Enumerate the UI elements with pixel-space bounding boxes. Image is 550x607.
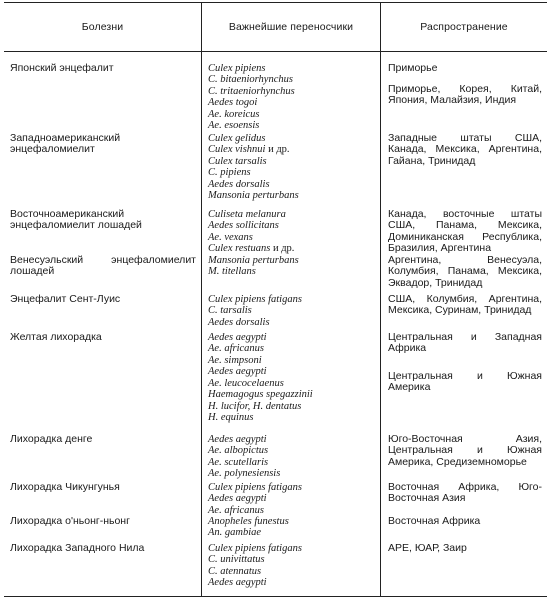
- vector-species: Aedes togoi: [208, 97, 258, 109]
- vector-species: Ae. albopictus: [208, 445, 269, 457]
- vector-species: C. bitaeniorhynchus: [208, 74, 293, 86]
- disease-name: Восточноамериканский энцефаломиелит лошадей: [10, 208, 142, 232]
- vector-species: Culex restuans и др.: [208, 243, 295, 255]
- vector-species: Aedes dorsalis: [208, 178, 270, 190]
- distribution-cell: [388, 255, 542, 289]
- distribution-text: Приморье: [388, 62, 438, 74]
- disease-name: Лихорадка Чикунгунья: [10, 481, 120, 493]
- vector-species: Culex pipiens fatigans: [208, 294, 302, 305]
- vector-species: C. tarsalis: [208, 305, 252, 317]
- vector-species: Culex pipiens fatigans: [208, 543, 302, 554]
- vector-list: [208, 543, 378, 589]
- distribution-cell: [388, 516, 542, 527]
- disease-name: Лихорадка денге: [10, 433, 93, 445]
- vector-species: Ae. scutellaris: [208, 456, 269, 468]
- vector-species: Aedes aegypti: [208, 366, 267, 378]
- distribution-text: Западные штаты США, Канада, Мексика, Аргентина, Гайана, Тринидад: [388, 132, 542, 167]
- vector-species: An. gambiae: [208, 527, 262, 539]
- disease-name: Лихорадка о'ньонг-ньонг: [10, 515, 130, 527]
- vector-species: Culex pipiens fatigans: [208, 482, 302, 493]
- disease-name: Венесуэльский энцефаломиелит лошадей: [10, 254, 196, 278]
- header-diseases: Болезни: [81, 20, 124, 33]
- disease-name: Западноамериканский энцефаломиелит: [10, 132, 121, 156]
- vector-species: M. titellans: [208, 266, 256, 278]
- vector-species: Culex gelidus: [208, 133, 266, 144]
- distribution-text: АРЕ, ЮАР, Заир: [388, 542, 467, 554]
- vector-species: Ae. africanus: [208, 504, 264, 516]
- vector-species: Ae. simpsoni: [208, 354, 262, 366]
- vector-species: Anopheles funestus: [208, 516, 289, 527]
- distribution-cell: [388, 434, 542, 468]
- vector-species: Haemagogus spegazzinii: [208, 389, 313, 401]
- distribution-cell: [388, 294, 542, 317]
- distribution-cell: [388, 133, 542, 167]
- vector-list: [208, 63, 378, 132]
- vector-species: Aedes aegypti: [208, 577, 267, 589]
- vector-list: [208, 294, 378, 328]
- vector-species: Ae. esoensis: [208, 120, 260, 132]
- column-divider-2: [380, 2, 381, 596]
- table-bottom-rule: [4, 596, 547, 597]
- vector-species: C. pipiens: [208, 167, 251, 179]
- distribution-text: Приморье, Корея, Китай, Япония, Малайзия, Индия: [388, 83, 542, 107]
- distribution-text: Восточная Африка, Юго-Восточная Азия: [388, 481, 542, 505]
- vector-species: Culiseta melanura: [208, 209, 286, 220]
- vector-species: Aedes dorsalis: [208, 316, 270, 328]
- vector-species: H. equinus: [208, 412, 254, 424]
- header-distribution: Распространение: [420, 20, 508, 33]
- distribution-text: Канада, восточные штаты США, Панама, Мексика, Доминиканская Республика, Бразилия, Аргентина: [388, 208, 542, 255]
- distribution-text: США, Колумбия, Аргентина, Мексика, Суринам, Тринидад: [388, 293, 542, 317]
- vector-species: C. tritaeniorhynchus: [208, 85, 295, 97]
- vector-species: Aedes aegypti: [208, 493, 267, 505]
- distribution-text: Центральная и Южная Америка: [388, 370, 542, 394]
- vector-species: Ae. africanus: [208, 343, 264, 355]
- distribution-text: Аргентина, Венесуэла, Колумбия, Панама, Мексика, Эквадор, Тринидад: [388, 254, 542, 289]
- distribution-text: Центральная и Западная Африка: [388, 331, 542, 355]
- vector-list: [208, 133, 378, 202]
- distribution-cell: [388, 209, 542, 255]
- disease-name: Желтая лихорадка: [10, 331, 102, 343]
- vector-species: Culex pipiens: [208, 63, 266, 74]
- vector-species: Mansonia perturbans: [208, 190, 299, 202]
- distribution-cell: [388, 543, 542, 554]
- table-header-rule: [4, 51, 547, 52]
- distribution-text: Восточная Африка: [388, 515, 481, 527]
- vector-list: [208, 516, 378, 539]
- vector-species: Ae. vexans: [208, 231, 253, 243]
- vector-species: H. lucifor, H. dentatus: [208, 400, 302, 412]
- header-vectors: Важнейшие переносчики: [228, 20, 354, 33]
- vector-list: [208, 434, 378, 480]
- vector-species: Aedes aegypti: [208, 434, 267, 445]
- vector-species: Ae. leucocelaenus: [208, 377, 284, 389]
- vector-species: Mansonia perturbans: [208, 255, 299, 266]
- vector-species: C. univittatus: [208, 554, 265, 566]
- column-divider-1: [201, 2, 202, 596]
- vector-species: Ae. polynesiensis: [208, 468, 281, 480]
- vector-species: Culex tarsalis: [208, 155, 267, 167]
- vector-list: [208, 332, 378, 424]
- disease-name: Энцефалит Сент-Луис: [10, 293, 121, 305]
- vector-list: [208, 482, 378, 516]
- vector-species: Aedes sollicitans: [208, 220, 279, 232]
- disease-name: Лихорадка Западного Нила: [10, 542, 145, 554]
- vector-species: Aedes aegypti: [208, 332, 267, 343]
- distribution-text: Юго-Восточная Азия, Центральная и Южная Америка, Средиземноморье: [388, 433, 542, 468]
- vector-list: [208, 209, 378, 255]
- distribution-cell: [388, 482, 542, 505]
- disease-name: Японский энцефалит: [10, 62, 114, 74]
- vector-species: Culex vishnui и др.: [208, 144, 290, 156]
- vector-table: [4, 2, 547, 602]
- vector-list: [208, 255, 378, 278]
- vector-species: Ae. koreicus: [208, 108, 260, 120]
- vector-species: C. atennatus: [208, 565, 262, 577]
